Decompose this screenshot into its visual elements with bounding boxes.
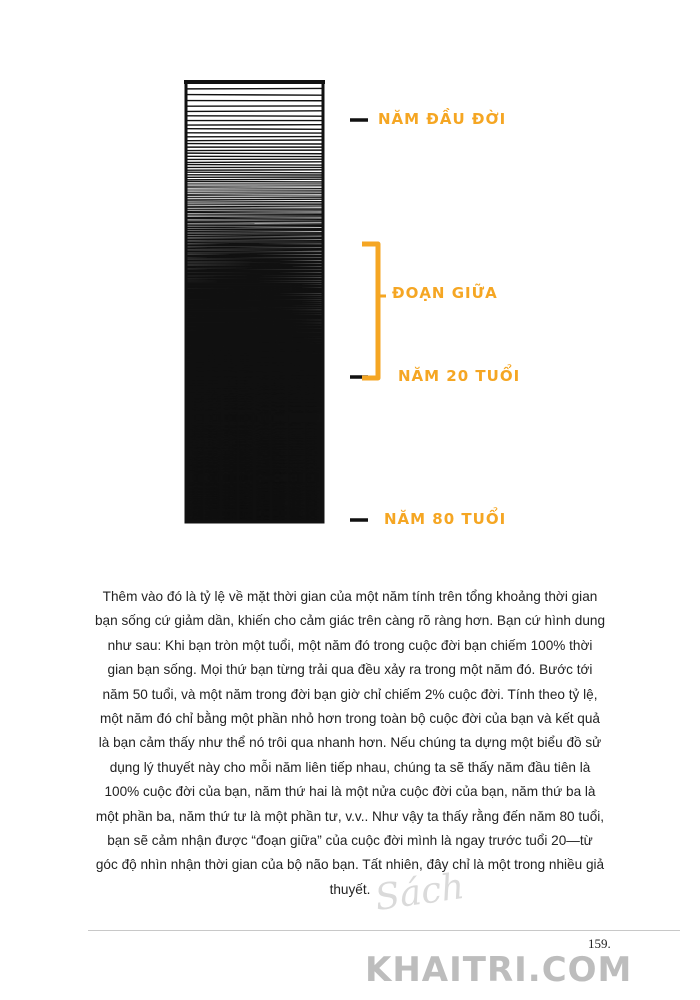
year-divider	[187, 223, 322, 224]
year-divider	[187, 95, 322, 96]
year-divider	[187, 212, 322, 213]
label-year-20: NĂM 20 TUỔI	[398, 367, 521, 385]
year-divider	[187, 153, 322, 154]
year-divider	[187, 261, 322, 262]
year-divider	[187, 162, 322, 163]
middle-section-bracket	[362, 244, 378, 378]
year-divider	[187, 254, 322, 255]
year-divider	[187, 194, 322, 195]
body-paragraph: Thêm vào đó là tỷ lệ về mặt thời gian của một năm tính trên tổng khoảng thời gian bạn sống cứ giảm dần, khiến cho cảm giác trên càng rõ ràng hơn. Bạn cứ hình dung như sau: Khi bạn tròn một tuổi, một năm đó trong cuộc đời bạn chiếm 100% thời gian bạn sống. Mọi thứ bạn từng trải qua đều xảy ra trong một năm đó. Bước tới năm 50 tuổi, và một năm trong đời bạn giờ chỉ chiếm 2% cuộc đời. Tính theo tỷ lệ, một năm đó chỉ bằng một phần nhỏ hơn trong toàn bộ cuộc đời của bạn và kết quả là bạn cảm thấy như thể nó trôi qua nhanh hơn. Nếu chúng ta dựng một biểu đồ sử dụng lý thuyết này cho mỗi năm liên tiếp nhau, chúng ta sẽ thấy năm đầu tiên là 100% cuộc đời của bạn, năm thứ hai là một nửa cuộc đời của bạn, năm thứ ba là một phần ba, năm thứ tư là một phần tư, v.v.. Như vậy ta thấy rằng đến năm 80 tuổi, bạn sẽ cảm nhận được “đoạn giữa” của cuộc đời mình là ngay trước tuổi 20—từ góc độ nhìn nhận thời gian của bộ não bạn. Tất nhiên, đây chỉ là một trong nhiều giả thuyết.	[95, 589, 606, 897]
year-divider	[187, 235, 322, 236]
year-divider	[187, 188, 322, 189]
label-year-80: NĂM 80 TUỔI	[384, 510, 507, 528]
year-divider	[187, 111, 322, 112]
year-divider	[187, 172, 322, 173]
footer-rule	[88, 930, 680, 931]
year-divider	[187, 247, 322, 248]
year-divider	[187, 129, 322, 130]
watermark-script: Sách	[372, 865, 467, 920]
watermark-brand: KHAITRI.COM	[365, 950, 633, 990]
year-divider	[187, 243, 322, 244]
year-divider	[187, 206, 322, 207]
year-divider	[187, 179, 322, 180]
year-divider	[187, 217, 322, 218]
page-number: 159.	[588, 936, 611, 951]
year-divider-lines	[187, 88, 322, 521]
year-divider	[187, 240, 322, 241]
year-divider	[187, 232, 322, 233]
year-divider	[187, 250, 322, 251]
year-divider	[187, 140, 322, 141]
label-first-year: NĂM ĐẦU ĐỜI	[378, 110, 507, 128]
year-divider	[187, 227, 322, 228]
year-divider	[187, 201, 322, 202]
label-middle: ĐOẠN GIỮA	[392, 284, 498, 302]
